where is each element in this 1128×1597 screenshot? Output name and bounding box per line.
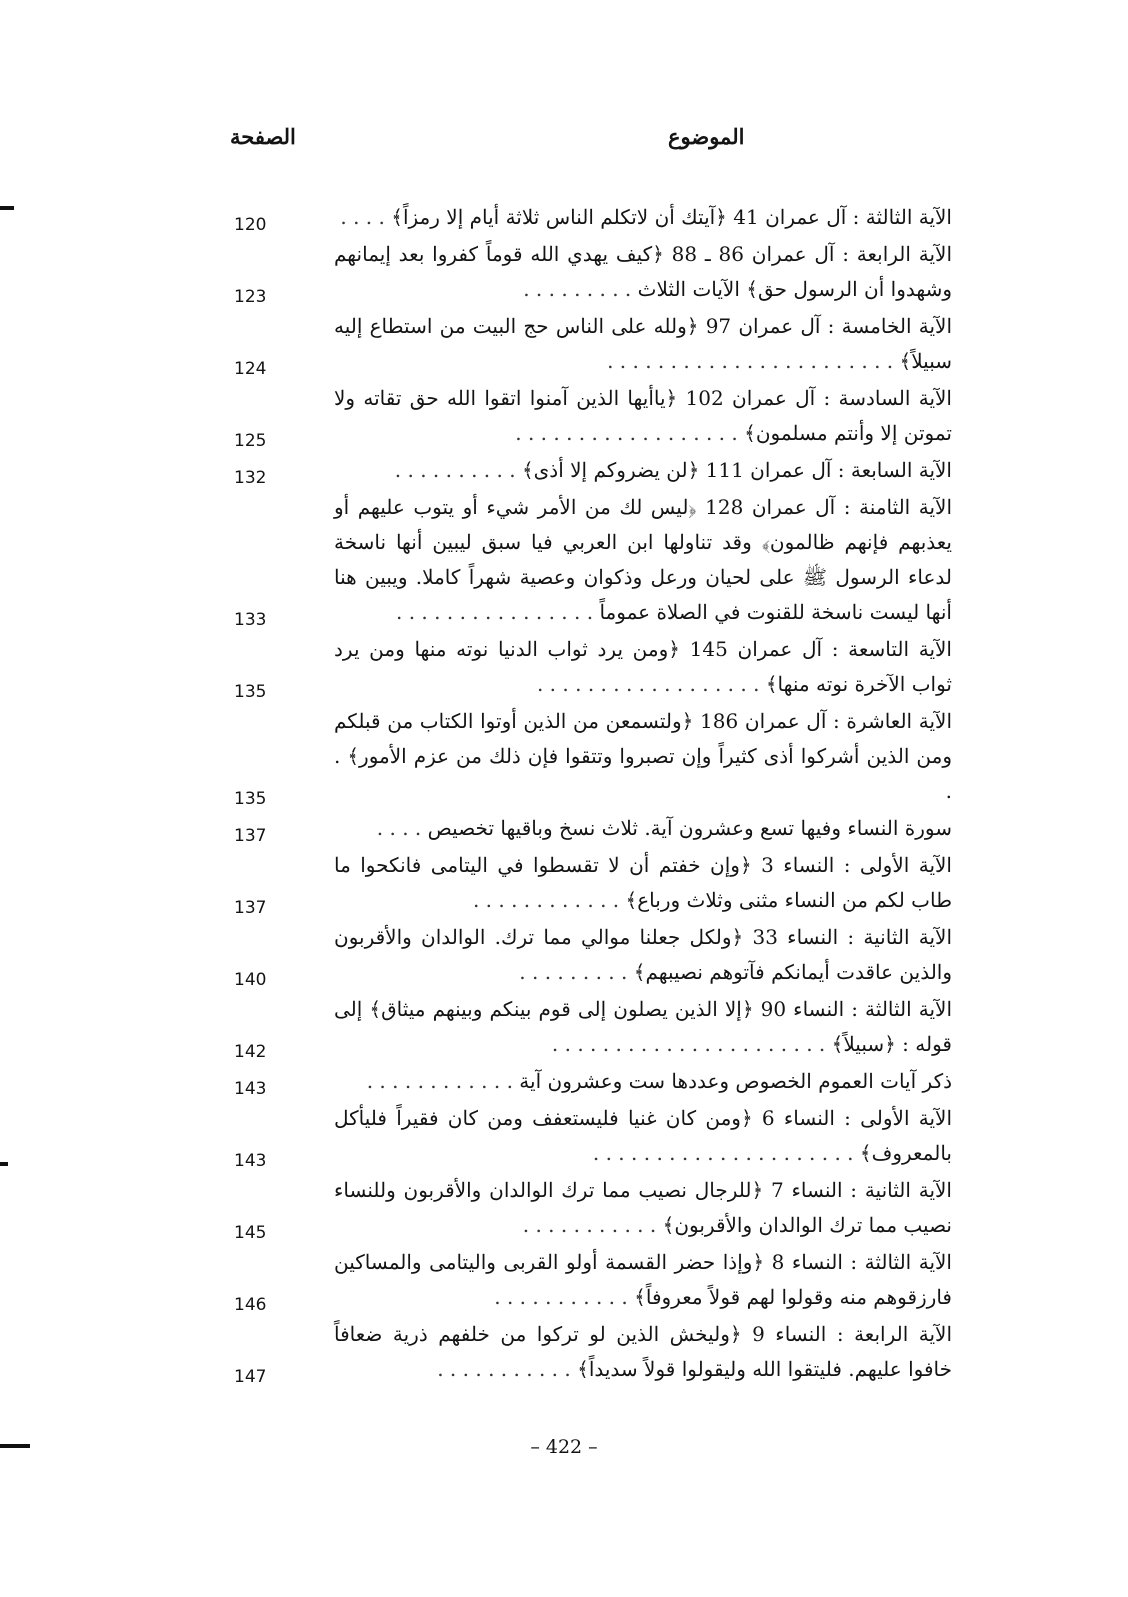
leader-dots: . . . . . . . . . . . . . . . . . . [515,421,738,445]
toc-entry-page: 140 [234,970,267,990]
toc-entry [220,490,952,630]
leader-dots: . . . . . . . . . [523,277,632,301]
toc-entry-text: الآية السادسة : آل عمران 102 ﴿ياأيها الذين آمنوا اتقوا الله حق تقاته ولا تموتن إلا وأنتم مسلمون﴾ [334,386,952,445]
toc-entry [220,200,952,235]
leader-dots: . . . . . . . . . . . [437,1357,571,1381]
toc-entry-page: 145 [234,1223,267,1243]
toc-entry [220,920,952,990]
toc-entry-page: 133 [234,610,267,630]
toc-entry-text: الآية الثالثة : النساء 90 ﴿إلا الذين يصلون إلى قوم بينكم وبينهم ميثاق﴾ إلى قوله : ﴿سبيلاً﴾ [334,997,953,1056]
toc-entry-text: الآية الرابعة : النساء 9 ﴿وليخش الذين لو تركوا من خلفهم ذرية ضعافاً خافوا عليهم. فليتقوا الله وليقولوا قولاً سديداً﴾ [334,1322,952,1381]
toc-entry [220,704,952,809]
toc-entry-page: 124 [234,359,267,379]
toc-entry-text: الآية الثانية : النساء 33 ﴿ولكل جعلنا موالي مما ترك. الوالدان والأقربون والذين عاقدت أيمانكم فآتوهم نصيبهم﴾ [334,925,952,984]
toc-entry-text: الآية الثالثة : النساء 8 ﴿وإذا حضر القسمة أولو القربى واليتامى والمساكين فارزقوهم منه وقولوا لهم قولاً معروفاً﴾ [334,1250,952,1309]
toc-entry-page: 132 [234,468,267,488]
leader-dots: . . . . . . . . . [519,960,628,984]
toc-entry-page: 135 [234,789,267,809]
toc-entry [220,848,952,918]
leader-dots: . . . . . . . . . . . . . . . . [396,600,594,624]
toc-entry-page: 125 [234,431,267,451]
leader-dots: . . . . . . . . . . . . [366,1069,513,1093]
toc-entry-text: الآية الأولى : النساء 3 ﴿وإن خفتم أن لا تقسطوا في اليتامى فانكحوا ما طاب لكم من النساء مثنى وثلاث ورباع﴾ [334,853,952,912]
toc-entry [220,1064,952,1099]
leader-dots: . . . . . . . . . . . . . . . . . . . . . . . [607,349,894,373]
toc-entry-text: الآية السابعة : آل عمران 111 ﴿لن يضروكم إلا أذى﴾ [521,458,952,482]
toc-entry-text: الآية الثانية : النساء 7 ﴿للرجال نصيب مما ترك الوالدان والأقربون وللنساء نصيب مما ترك الوالدان والأقربون﴾ [334,1178,952,1237]
leader-dots: . . . . . . . . . . . . . . . . . . . . . . [551,1032,826,1056]
toc-entry [220,1101,952,1171]
toc-entry [220,1245,952,1315]
toc-entry-page: 120 [234,215,267,235]
toc-entry-page: 143 [234,1151,267,1171]
toc-entry-text: الآية الخامسة : آل عمران 97 ﴿ولله على الناس حج البيت من استطاع إليه سبيلاً﴾ [334,314,953,373]
leader-dots: . . . . . . . . . . . [494,1285,628,1309]
toc-entry-text: الآية الثامنة : آل عمران 128 ﴿ليس لك من الأمر شيء أو يتوب عليهم أو يعذبهم فإنهم ظالمون﴾ وقد تناولها ابن العربي فيا سبق ليبين أنها ناسخة لدعاء الرسول ﷺ على لحيان ورعل وذكوان وعصية شهراً كاملا. ويبين هنا أنها ليست ناسخة للقنوت في الصلاة عموماً [334,495,953,624]
toc-entry-page: 146 [234,1295,267,1315]
toc-entry-text: الآية الأولى : النساء 6 ﴿ومن كان غنيا فليستعفف ومن كان فقيراً فليأكل بالمعروف﴾ [334,1106,952,1165]
toc-entry-page: 123 [234,287,267,307]
leader-dots: . . . . . . . . . . [394,458,516,482]
leader-dots: . . . . . . . . . . . [522,1213,657,1237]
leader-dots: . . . . . . . . . . . . . . . . . . [536,672,760,696]
toc-entry-text: ذكر آيات العموم الخصوص وعددها ست وعشرون آية [519,1069,952,1093]
page-number: – 422 – [530,1436,598,1458]
toc-entry [220,992,952,1062]
toc-entry-text: الآية الرابعة : آل عمران 86 ـ 88 ﴿كيف يهدي الله قوماً كفروا بعد إيمانهم وشهدوا أن الرسول حق﴾ الآيات الثلاث [334,242,952,301]
table-of-contents [220,200,952,1389]
toc-entry [220,811,952,846]
toc-entry [220,237,952,307]
toc-entry-page: 142 [234,1042,267,1062]
leader-dots: . . . . [340,205,385,229]
toc-entry-page: 135 [234,682,267,702]
scan-edge-mark [0,206,14,210]
toc-entry-page: 137 [234,826,267,846]
scan-edge-mark [0,1162,8,1166]
column-header-subject: الموضوع [668,124,745,149]
toc-entry [220,632,952,702]
toc-entry-page: 147 [234,1367,267,1387]
toc-entry [220,1173,952,1243]
column-header-page: الصفحة [230,124,296,149]
toc-entry-text: الآية التاسعة : آل عمران 145 ﴿ومن يرد ثواب الدنيا نوته منها ومن يرد ثواب الآخرة نوته منها﴾ [334,637,952,696]
toc-entry-page: 137 [234,898,267,918]
toc-entry-text: الآية العاشرة : آل عمران 186 ﴿ولتسمعن من الذين أوتوا الكتاب من قبلكم ومن الذين أشركوا أذى كثيراً وإن تصبروا وتتقوا فإن ذلك من عزم الأمور﴾ . . [334,709,952,803]
scan-edge-mark [0,1444,30,1448]
leader-dots: . . . . [376,816,422,840]
leader-dots: . . . . . . . . . . . . . . . . . . . . . [592,1141,854,1165]
toc-entry-text: الآية الثالثة : آل عمران 41 ﴿آيتك أن لاتكلم الناس ثلاثة أيام إلا رمزاً﴾ [391,205,952,229]
leader-dots: . . . . . . . . . . . . [472,888,620,912]
toc-entry [220,381,952,451]
toc-entry-page: 143 [234,1079,267,1099]
toc-entry-text: سورة النساء وفيها تسع وعشرون آية. ثلاث نسخ وباقيها تخصيص [427,816,952,840]
toc-entry [220,453,952,488]
toc-entry [220,1317,952,1387]
toc-entry [220,309,952,379]
